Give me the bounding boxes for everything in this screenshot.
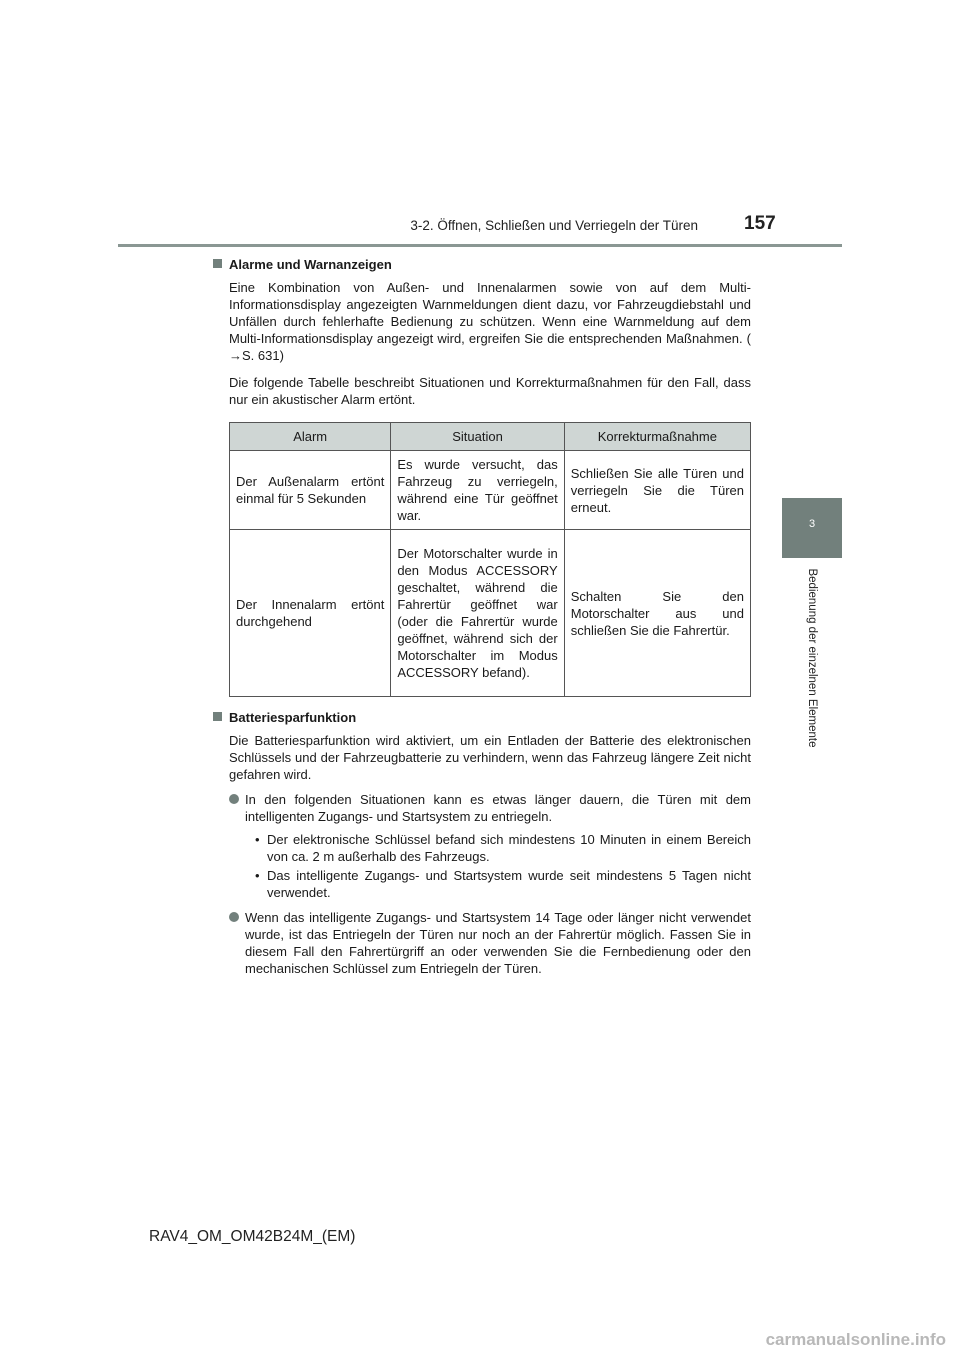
table-cell: Schließen Sie alle Türen und verriegeln Sie die Türen erneut. bbox=[564, 451, 750, 530]
sub-bullet-text: Der elektronische Schlüssel befand sich mindestens 10 Minuten in einem Bereich von ca. 2 m außerhalb des Fahrzeugs. bbox=[267, 832, 751, 864]
battery-intro: Die Batteriesparfunktion wird aktiviert, um ein Entladen der Batterie des elektronischen Schlüssels und der Fahrzeugbatterie zu verhindern, wenn das Fahrzeug längere Zeit nicht gefahren wird. bbox=[229, 733, 751, 782]
sub-list-item bbox=[255, 831, 751, 865]
alarms-table-intro: Die folgende Tabelle beschreibt Situationen und Korrekturmaßnahmen für den Fall, dass nur ein akustischer Alarm ertönt. bbox=[229, 375, 751, 407]
alarms-intro bbox=[229, 279, 751, 364]
list-item bbox=[229, 909, 751, 977]
page-content bbox=[211, 256, 751, 977]
table-cell: Der Motorschalter wurde in den Modus ACCESSORY geschaltet, während die Fahrertür geöffnet war (oder die Fahrertür wurde geöffnet, während sich der Motorschalter im Modus ACCESSORY befand). bbox=[391, 530, 564, 697]
arrow-icon: → bbox=[229, 348, 242, 363]
header-rule bbox=[118, 244, 842, 247]
sub-bullet-icon: • bbox=[255, 832, 260, 847]
watermark: carmanualsonline.info bbox=[765, 1330, 946, 1349]
page-number: 157 bbox=[744, 213, 776, 234]
bullet-text: Wenn das intelligente Zugangs- und Startsystem 14 Tage oder länger nicht verwendet wurde, ist das Entriegeln der Türen nur noch an der Fahrertür möglich. Fassen Sie in diesem Fall den Fahrertürgriff an oder verwenden Sie die Fernbedienung oder den mechanischen Schlüssel zum Entriegeln der Türen. bbox=[245, 910, 751, 976]
sub-bullet-text: Das intelligente Zugangs- und Startsystem wurde seit mindestens 5 Tagen nicht verwendet. bbox=[267, 868, 751, 900]
sub-list-item bbox=[255, 867, 751, 901]
table-cell: Der Innenalarm ertönt durchgehend bbox=[230, 530, 391, 697]
table-cell: Es wurde versucht, das Fahrzeug zu verriegeln, während eine Tür geöffnet war. bbox=[391, 451, 564, 530]
table-cell: Der Außenalarm ertönt einmal für 5 Sekunden bbox=[230, 451, 391, 530]
section-heading-alarms: Alarme und Warnanzeigen bbox=[211, 256, 751, 273]
footer-code: RAV4_OM_OM42B24M_(EM) bbox=[149, 1228, 356, 1245]
bullet-icon bbox=[229, 794, 239, 804]
table-row bbox=[230, 451, 751, 530]
table-header-action: Korrekturmaßnahme bbox=[564, 423, 750, 451]
table-row bbox=[230, 530, 751, 697]
chapter-number: 3 bbox=[808, 518, 816, 530]
section-heading-battery: Batteriesparfunktion bbox=[211, 709, 751, 726]
alarms-page-ref: S. 631) bbox=[242, 348, 284, 363]
table-cell: Schalten Sie den Motorschalter aus und schließen Sie die Fahrertür. bbox=[564, 530, 750, 697]
bullet-text: In den folgenden Situationen kann es etwas länger dauern, die Türen mit dem intelligenten Zugangs- und Startsystem zu entriegeln. bbox=[245, 792, 751, 824]
alarm-table bbox=[229, 422, 751, 697]
header-section-title: 3-2. Öffnen, Schließen und Verriegeln der Türen bbox=[410, 218, 698, 233]
table-header-alarm: Alarm bbox=[230, 423, 391, 451]
chapter-label: Bedienung der einzelnen Elemente bbox=[806, 568, 818, 748]
list-item bbox=[229, 791, 751, 825]
alarms-intro-text: Eine Kombination von Außen- und Innenalarmen sowie von auf dem Multi-Informationsdisplay angezeigten Warnmeldungen dient dazu, vor Fahrzeugdiebstahl und Unfällen durch fehlerhafte Bedienung zu schützen. Wenn eine Warnmeldung auf dem Multi-Informationsdisplay angezeigt wird, ergreifen Sie die entsprechenden Maßnahmen. ( bbox=[229, 280, 751, 346]
bullet-icon bbox=[229, 912, 239, 922]
table-header-row bbox=[230, 423, 751, 451]
table-header-situation: Situation bbox=[391, 423, 564, 451]
sub-bullet-icon: • bbox=[255, 868, 260, 883]
